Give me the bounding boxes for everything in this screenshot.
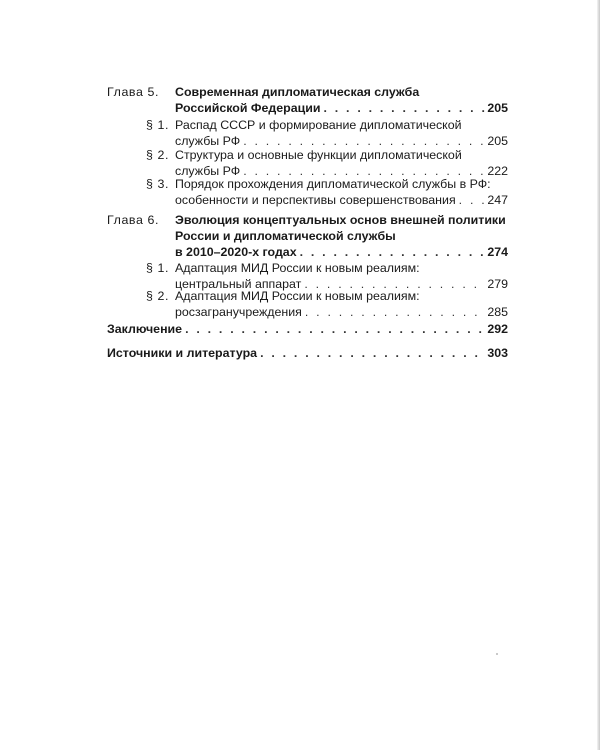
leader-dots [323, 100, 485, 116]
section-title-line: службы РФ [175, 164, 241, 178]
section-title-line: особенности и перспективы совершенствования [175, 193, 456, 207]
page-number: 205 [487, 134, 508, 148]
page-number: 285 [487, 305, 508, 319]
chapter-title-line: Российской Федерации [175, 101, 321, 115]
section-label: § 2. [146, 148, 170, 162]
entry-title: Заключение [107, 322, 183, 336]
page-number: 292 [487, 322, 508, 336]
chapter-title-line: Современная дипломатическая служба [175, 85, 420, 99]
section-label: § 3. [146, 177, 170, 191]
section-title-line: Структура и основные функции дипломатической [175, 148, 462, 162]
paper-speck [496, 653, 498, 655]
section-label: § 2. [146, 289, 170, 303]
entry-title: Источники и литература [107, 346, 258, 360]
section-title-line: центральный аппарат [175, 277, 302, 291]
chapter-title-line: России и дипломатической службы [175, 229, 396, 243]
leader-dots [305, 304, 485, 320]
leader-dots [459, 192, 486, 208]
section-title-line: росзагранучреждения [175, 305, 302, 319]
section-title-line: Адаптация МИД России к новым реалиям: [175, 261, 420, 275]
section-label: § 1. [146, 118, 170, 132]
page-number: 222 [487, 164, 508, 178]
chapter-label: Глава 5. [107, 85, 160, 99]
page-number: 274 [487, 245, 508, 259]
section-title-line: Адаптация МИД России к новым реалиям: [175, 289, 420, 303]
page-number: 247 [487, 193, 508, 207]
leader-dots [260, 345, 485, 361]
leader-dots [185, 321, 485, 337]
page-number: 279 [487, 277, 508, 291]
section-title-line: Порядок прохождения дипломатической службы в РФ: [175, 177, 491, 191]
page-number: 303 [487, 346, 508, 360]
chapter-title-line: Эволюция концептуальных основ внешней политики [175, 213, 506, 227]
chapter-title-line: в 2010–2020-х годах [175, 245, 297, 259]
page-number: 205 [487, 101, 508, 115]
chapter-label: Глава 6. [107, 213, 160, 227]
section-label: § 1. [146, 261, 170, 275]
leader-dots [300, 244, 486, 260]
section-title-line: службы РФ [175, 134, 241, 148]
section-title-line: Распад СССР и формирование дипломатической [175, 118, 462, 132]
